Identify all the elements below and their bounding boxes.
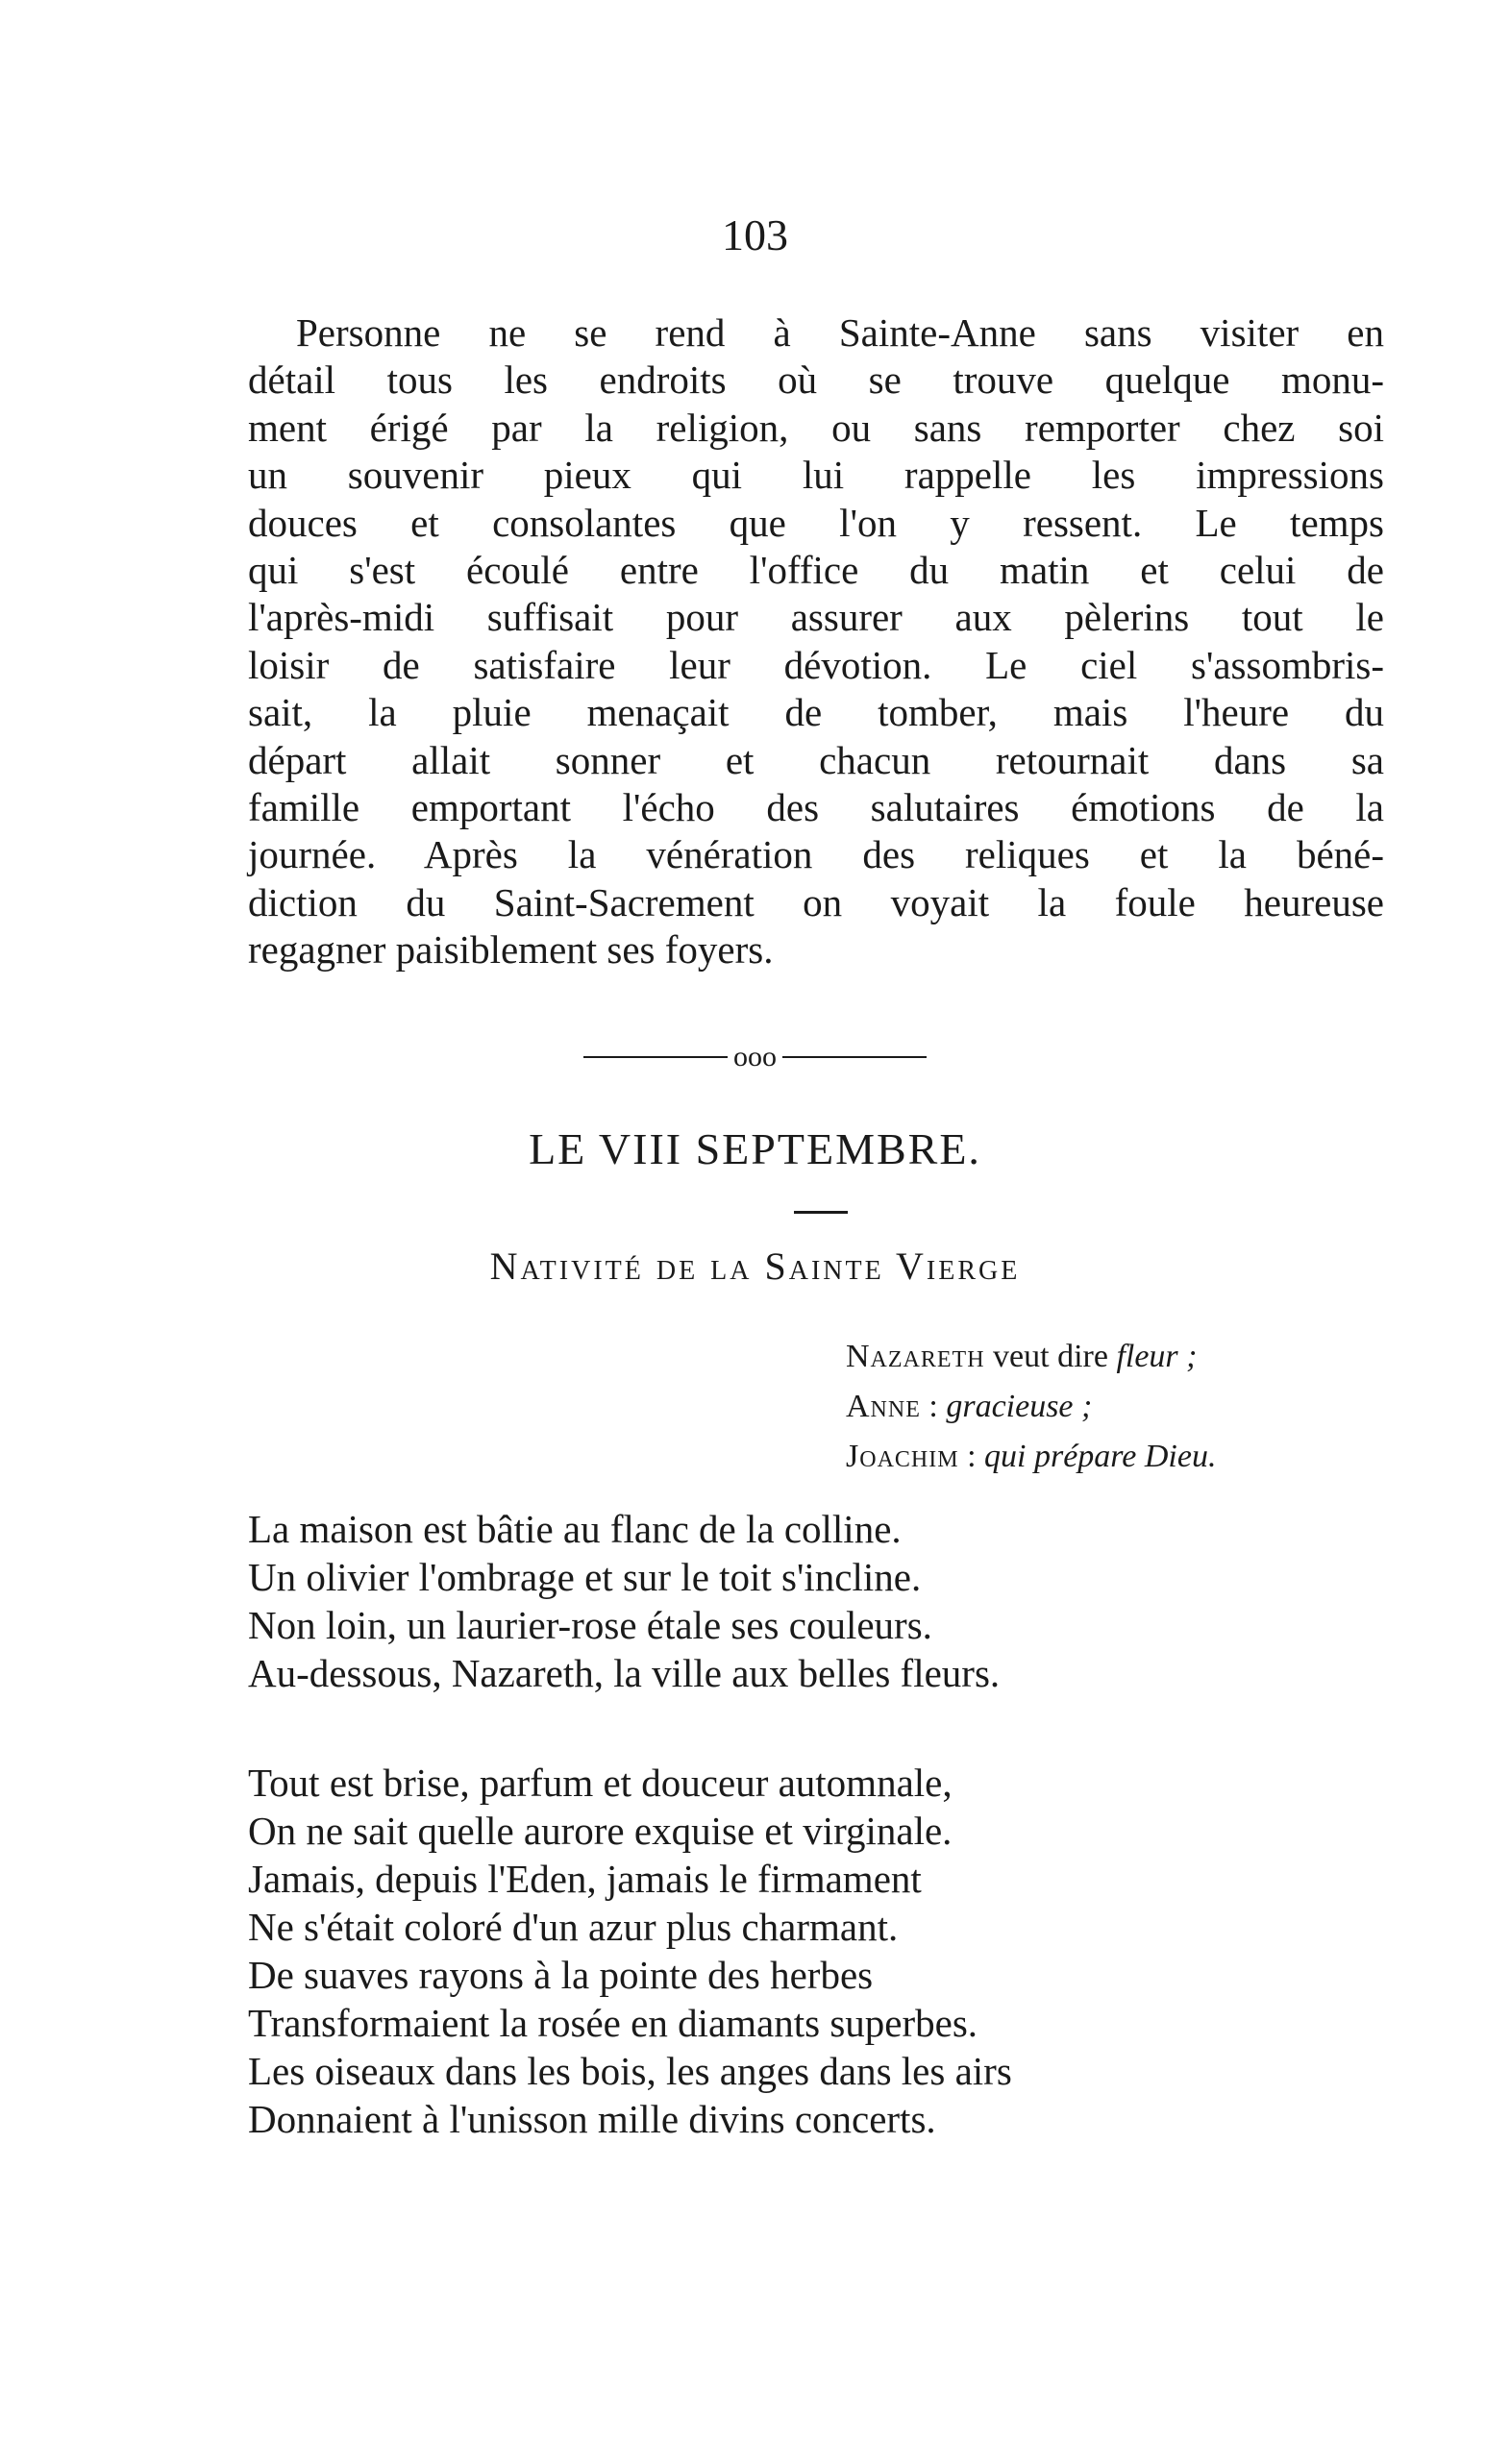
verse-line: La maison est bâtie au flanc de la colline. xyxy=(248,1507,902,1551)
epigraph-name: Nazareth xyxy=(846,1339,985,1374)
verse-line: De suaves rayons à la pointe des herbes xyxy=(248,1953,874,1997)
prose-line: famille emportant l'écho des salutaires émotions de la xyxy=(248,785,1384,830)
verse-line: On ne sait quelle aurore exquise et virginale. xyxy=(248,1809,953,1853)
prose-line: sait, la pluie menaçait de tomber, mais l'heure du xyxy=(248,690,1384,735)
separator-rule-left xyxy=(583,1056,728,1058)
verse-line: Tout est brise, parfum et douceur automnale, xyxy=(248,1761,953,1805)
epigraph-gloss: : xyxy=(928,1389,938,1424)
prose-line: diction du Saint-Sacrement on voyait la foule heureuse xyxy=(248,879,1384,924)
verse-line: Transformaient la rosée en diamants superbes. xyxy=(248,2001,978,2045)
verse-line: Jamais, depuis l'Eden, jamais le firmament xyxy=(248,1857,922,1901)
verse-line: Au-dessous, Nazareth, la ville aux belles fleurs. xyxy=(248,1651,1001,1695)
epigraph-meaning: qui prépare Dieu. xyxy=(984,1439,1217,1474)
verse-line: Ne s'était coloré d'un azur plus charmant. xyxy=(248,1905,899,1949)
prose-line: ment érigé par la religion, ou sans remporter chez soi xyxy=(248,405,1384,450)
section-title: LE VIII SEPTEMBRE. xyxy=(529,1124,981,1173)
prose-paragraph xyxy=(248,309,1384,974)
epigraph-meaning: fleur ; xyxy=(1116,1339,1198,1374)
section-separator xyxy=(0,1041,1510,1072)
verse-line: Un olivier l'ombrage et sur le toit s'incline. xyxy=(248,1555,922,1599)
prose-line: qui s'est écoulé entre l'office du matin et celui de xyxy=(248,548,1384,593)
prose-line: regagner paisiblement ses foyers. xyxy=(248,927,774,973)
poem-stanza-2 xyxy=(248,1759,1012,2143)
epigraph-name: Anne xyxy=(846,1389,921,1424)
prose-line: départ allait sonner et chacun retournait dans sa xyxy=(248,737,1384,782)
prose-line: détail tous les endroits où se trouve quelque monu- xyxy=(248,357,1384,403)
epigraph-gloss: : xyxy=(967,1439,977,1474)
prose-line: un souvenir pieux qui lui rappelle les impressions xyxy=(248,453,1384,498)
poem-stanza-1 xyxy=(248,1505,1000,1697)
title-underline-rule xyxy=(794,1211,848,1214)
page-number: 103 xyxy=(722,210,788,259)
verse-line: Donnaient à l'unisson mille divins concerts. xyxy=(248,2097,936,2141)
verse-line: Non loin, un laurier-rose étale ses couleurs. xyxy=(248,1603,932,1647)
prose-line: l'après-midi suffisait pour assurer aux pèlerins tout le xyxy=(248,595,1384,640)
prose-line: douces et consolantes que l'on y ressent. Le temps xyxy=(248,500,1384,545)
verse-line: Les oiseaux dans les bois, les anges dans les airs xyxy=(248,2049,1012,2093)
epigraph-meaning: gracieuse ; xyxy=(946,1389,1093,1424)
section-subtitle: Nativité de la Sainte Vierge xyxy=(489,1244,1021,1288)
epigraph-line xyxy=(846,1432,1216,1482)
epigraph-gloss: veut dire xyxy=(993,1339,1108,1374)
separator-ornament: ooo xyxy=(733,1041,777,1073)
prose-line: journée. Après la vénération des reliques et la béné- xyxy=(248,832,1384,877)
epigraph xyxy=(846,1332,1216,1482)
prose-line: Personne ne se rend à Sainte-Anne sans visiter en xyxy=(296,310,1384,355)
epigraph-line xyxy=(846,1332,1216,1382)
prose-line: loisir de satisfaire leur dévotion. Le ciel s'assombris- xyxy=(248,642,1384,687)
epigraph-line xyxy=(846,1382,1216,1432)
separator-rule-right xyxy=(782,1056,927,1058)
epigraph-name: Joachim xyxy=(846,1439,959,1474)
